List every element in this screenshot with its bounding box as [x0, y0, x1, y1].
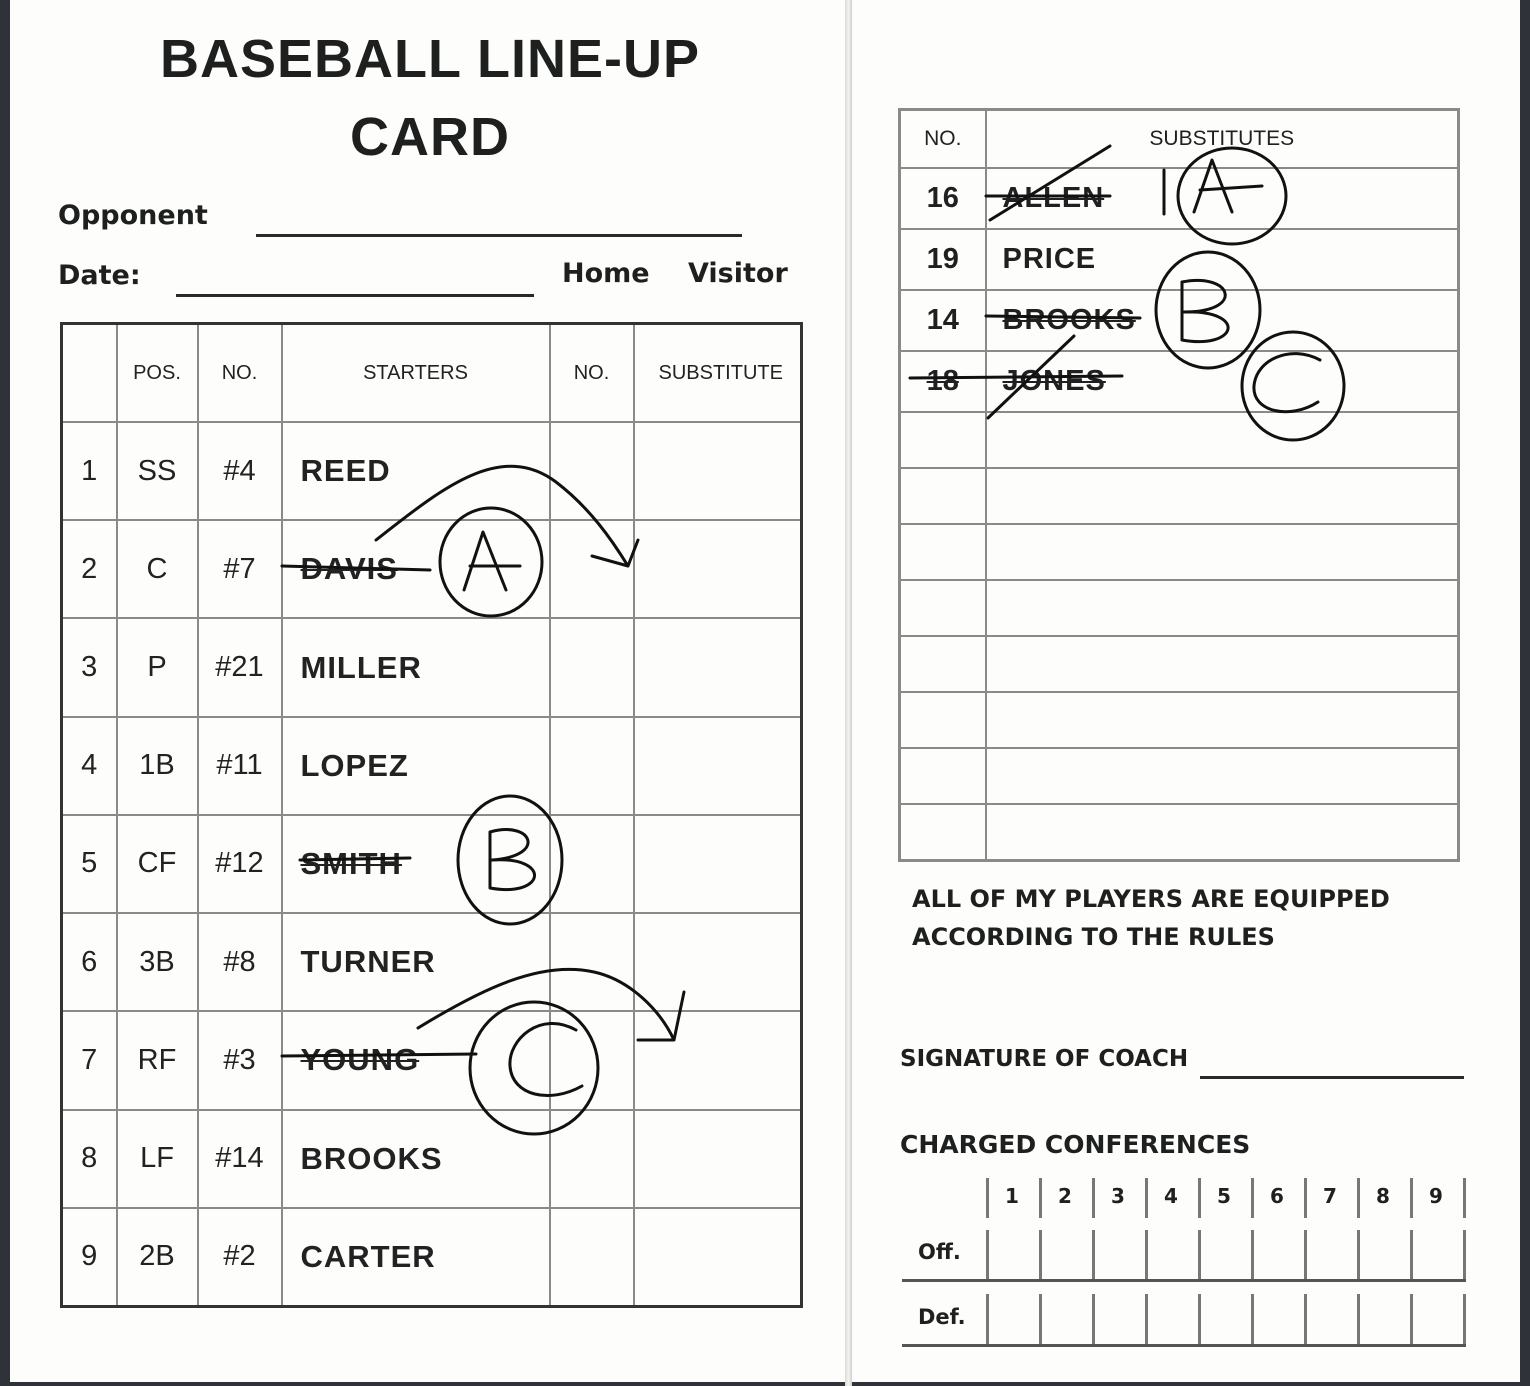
lineup-table [60, 322, 803, 1308]
jersey-number: #12 [198, 815, 282, 913]
lineup-row [62, 1110, 802, 1208]
conference-cell-divider [1039, 1294, 1042, 1344]
jersey-number: #7 [198, 520, 282, 618]
jersey-number: #3 [198, 1011, 282, 1109]
inning-number: 1 [1005, 1184, 1019, 1208]
substitute-number: 19 [900, 229, 986, 290]
conference-cell-divider [1039, 1178, 1042, 1218]
substitute-number: 18 [900, 351, 986, 412]
date-label: Date: [58, 260, 141, 291]
inning-number: 3 [1111, 1184, 1125, 1208]
starter-name: SMITH [282, 815, 550, 913]
batting-order: 6 [62, 913, 117, 1011]
starter-name: BROOKS [282, 1110, 550, 1208]
substitute-row-empty [900, 412, 1459, 468]
substitute-cell[interactable] [634, 717, 802, 815]
jersey-number: #14 [198, 1110, 282, 1208]
substitute-cell[interactable] [634, 520, 802, 618]
substitute-name-cell[interactable] [986, 748, 1459, 804]
sub-number-cell[interactable] [550, 1208, 634, 1307]
substitute-row [900, 351, 1459, 412]
substitute-row-empty [900, 748, 1459, 804]
substitute-row [900, 168, 1459, 229]
card-title-line1: BASEBALL LINE-UP [159, 29, 701, 89]
inning-number: 5 [1217, 1184, 1231, 1208]
substitute-name-cell[interactable] [986, 692, 1459, 748]
batting-order: 4 [62, 717, 117, 815]
substitute-number-cell[interactable] [900, 580, 986, 636]
substitute-row-empty [900, 468, 1459, 524]
substitutes-table [898, 108, 1460, 862]
conference-cell-divider [1251, 1230, 1254, 1280]
position: C [117, 520, 198, 618]
position: P [117, 618, 198, 716]
col-order [62, 324, 117, 423]
inning-number: 2 [1058, 1184, 1072, 1208]
jersey-number: #2 [198, 1208, 282, 1307]
lineup-row [62, 1011, 802, 1109]
position: SS [117, 422, 198, 520]
conference-cell-divider [1304, 1230, 1307, 1280]
col-pos: POS. [117, 324, 198, 423]
inning-number: 8 [1376, 1184, 1390, 1208]
substitute-name: JONES [986, 351, 1459, 412]
signature-label: SIGNATURE OF COACH [900, 1046, 1189, 1072]
conference-cell-divider [1092, 1230, 1095, 1280]
sub-number-cell[interactable] [550, 717, 634, 815]
substitute-cell[interactable] [634, 1208, 802, 1307]
substitute-cell[interactable] [634, 1011, 802, 1109]
conference-cell-divider [1198, 1178, 1201, 1218]
col-starters: STARTERS [282, 324, 550, 423]
batting-order: 8 [62, 1110, 117, 1208]
substitute-cell[interactable] [634, 1110, 802, 1208]
conference-cell-divider [986, 1178, 989, 1218]
conference-cell-divider [1198, 1230, 1201, 1280]
jersey-number: #21 [198, 618, 282, 716]
sub-number-cell[interactable] [550, 1110, 634, 1208]
starter-name: MILLER [282, 618, 550, 716]
conference-cell-divider [1357, 1294, 1360, 1344]
conference-cell-divider [1145, 1230, 1148, 1280]
substitute-row-empty [900, 580, 1459, 636]
sub-number-cell[interactable] [550, 913, 634, 1011]
lineup-header-row [62, 324, 802, 423]
signature-field[interactable] [1200, 1076, 1464, 1079]
substitute-number-cell[interactable] [900, 412, 986, 468]
col-substitute: SUBSTITUTE [634, 324, 802, 423]
substitute-number: 16 [900, 168, 986, 229]
lineup-row [62, 1208, 802, 1307]
conference-cell-divider [1145, 1294, 1148, 1344]
substitute-row [900, 290, 1459, 351]
substitute-name-cell[interactable] [986, 468, 1459, 524]
batting-order: 2 [62, 520, 117, 618]
conference-cell-divider [1251, 1178, 1254, 1218]
batting-order: 3 [62, 618, 117, 716]
sub-number-cell[interactable] [550, 422, 634, 520]
date-field[interactable] [176, 294, 534, 297]
lineup-row [62, 618, 802, 716]
substitute-row-empty [900, 636, 1459, 692]
substitute-row-empty [900, 804, 1459, 861]
subs-header-row [900, 110, 1459, 169]
home-option[interactable]: Home [562, 258, 650, 289]
conference-cell-divider [986, 1230, 989, 1280]
position: 1B [117, 717, 198, 815]
substitute-name: PRICE [986, 229, 1459, 290]
starter-name: LOPEZ [282, 717, 550, 815]
position: 3B [117, 913, 198, 1011]
col-subs-name: SUBSTITUTES [986, 110, 1459, 169]
conference-cell-divider [1410, 1230, 1413, 1280]
opponent-field[interactable] [256, 234, 742, 237]
lineup-row [62, 717, 802, 815]
conference-cell-divider [1410, 1178, 1413, 1218]
sub-number-cell[interactable] [550, 520, 634, 618]
conference-cell-divider [1357, 1230, 1360, 1280]
substitute-cell[interactable] [634, 422, 802, 520]
equipment-statement [912, 880, 1472, 956]
equipment-line2: ACCORDING TO THE RULES [912, 923, 1275, 951]
substitute-name-cell[interactable] [986, 412, 1459, 468]
starter-name: DAVIS [282, 520, 550, 618]
substitute-name: ALLEN [986, 168, 1459, 229]
visitor-option[interactable]: Visitor [688, 258, 788, 289]
lineup-row [62, 815, 802, 913]
conference-cell-divider [986, 1294, 989, 1344]
substitute-number-cell[interactable] [900, 804, 986, 861]
position: LF [117, 1110, 198, 1208]
substitute-row [900, 229, 1459, 290]
inning-number: 9 [1429, 1184, 1443, 1208]
starter-name: REED [282, 422, 550, 520]
substitute-number-cell[interactable] [900, 524, 986, 580]
col-sub-no: NO. [550, 324, 634, 423]
substitute-row-empty [900, 524, 1459, 580]
inning-number: 4 [1164, 1184, 1178, 1208]
substitute-number-cell[interactable] [900, 468, 986, 524]
substitute-name: BROOKS [986, 290, 1459, 351]
offense-row-line [902, 1279, 1466, 1282]
conference-cell-divider [1092, 1178, 1095, 1218]
lineup-row [62, 913, 802, 1011]
lineup-row [62, 422, 802, 520]
conference-cell-divider [1304, 1294, 1307, 1344]
batting-order: 7 [62, 1011, 117, 1109]
substitute-name-cell[interactable] [986, 804, 1459, 861]
starter-name: YOUNG [282, 1011, 550, 1109]
substitute-name-cell[interactable] [986, 524, 1459, 580]
substitute-name-cell[interactable] [986, 580, 1459, 636]
conference-cell-divider [1145, 1178, 1148, 1218]
lineup-row [62, 520, 802, 618]
conference-cell-divider [1357, 1178, 1360, 1218]
position: 2B [117, 1208, 198, 1307]
card-title-line2: CARD [350, 107, 510, 167]
conference-cell-divider [1463, 1178, 1466, 1218]
inning-number: 6 [1270, 1184, 1284, 1208]
batting-order: 9 [62, 1208, 117, 1307]
conference-cell-divider [1463, 1230, 1466, 1280]
inning-number: 7 [1323, 1184, 1337, 1208]
sub-number-cell[interactable] [550, 618, 634, 716]
conferences-title: CHARGED CONFERENCES [900, 1130, 1251, 1159]
jersey-number: #11 [198, 717, 282, 815]
starter-name: TURNER [282, 913, 550, 1011]
equipment-line1: ALL OF MY PLAYERS ARE EQUIPPED [912, 885, 1390, 913]
conference-cell-divider [1410, 1294, 1413, 1344]
defense-row-line [902, 1344, 1466, 1347]
batting-order: 5 [62, 815, 117, 913]
conference-cell-divider [1251, 1294, 1254, 1344]
conference-cell-divider [1198, 1294, 1201, 1344]
substitute-cell[interactable] [634, 913, 802, 1011]
substitute-cell[interactable] [634, 815, 802, 913]
starter-name: CARTER [282, 1208, 550, 1307]
defense-row-label: Def. [918, 1305, 966, 1329]
col-no: NO. [198, 324, 282, 423]
conference-cell-divider [1039, 1230, 1042, 1280]
jersey-number: #4 [198, 422, 282, 520]
substitute-number-cell[interactable] [900, 748, 986, 804]
substitute-number: 14 [900, 290, 986, 351]
opponent-label: Opponent [58, 200, 208, 231]
sub-number-cell[interactable] [550, 815, 634, 913]
conference-cell-divider [1463, 1294, 1466, 1344]
substitute-row-empty [900, 692, 1459, 748]
substitute-number-cell[interactable] [900, 692, 986, 748]
position: RF [117, 1011, 198, 1109]
position: CF [117, 815, 198, 913]
sub-number-cell[interactable] [550, 1011, 634, 1109]
col-subs-no: NO. [900, 110, 986, 169]
batting-order: 1 [62, 422, 117, 520]
conference-cell-divider [1304, 1178, 1307, 1218]
substitute-name-cell[interactable] [986, 636, 1459, 692]
offense-row-label: Off. [918, 1240, 961, 1264]
conference-cell-divider [1092, 1294, 1095, 1344]
substitute-cell[interactable] [634, 618, 802, 716]
page-divider [845, 0, 852, 1386]
jersey-number: #8 [198, 913, 282, 1011]
substitute-number-cell[interactable] [900, 636, 986, 692]
